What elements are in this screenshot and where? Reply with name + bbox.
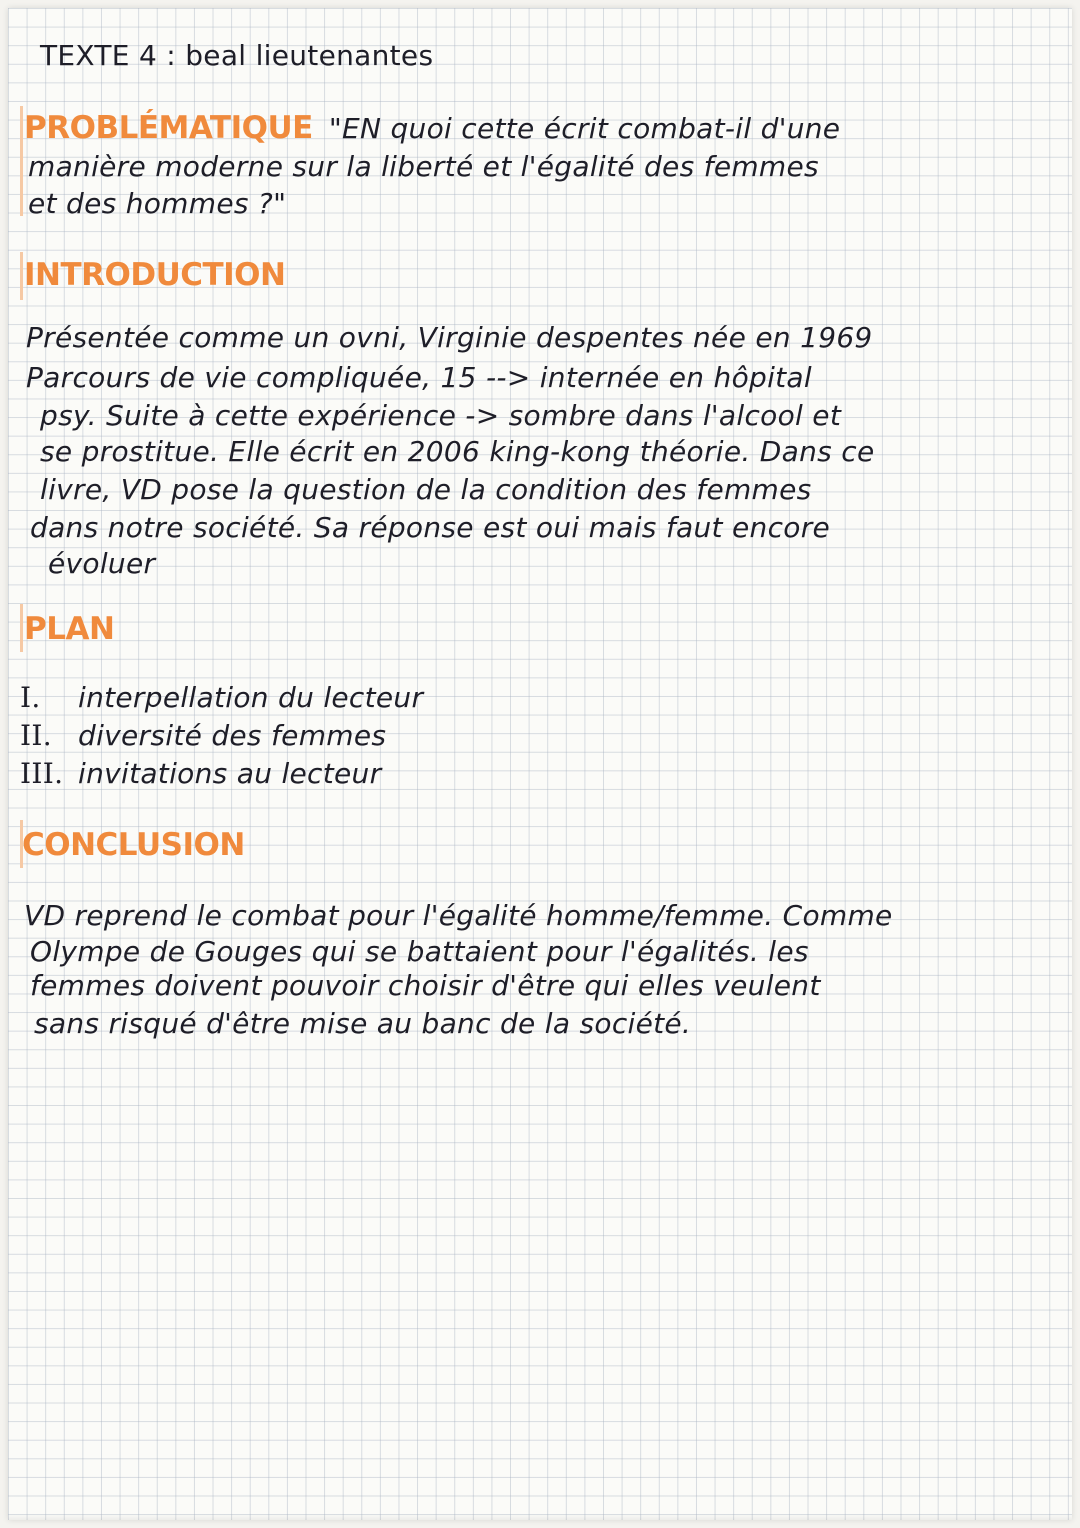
conclusion-heading: CONCLUSION xyxy=(22,827,245,863)
plan-marker xyxy=(20,604,23,652)
conclusion-line-4: sans risqué d'être mise au banc de la société. xyxy=(34,1007,692,1040)
introduction-heading: INTRODUCTION xyxy=(24,257,286,293)
introduction-line-5: livre, VD pose la question de la condition des femmes xyxy=(40,473,812,506)
problematique-text-1: "EN quoi cette écrit combat-il d'une xyxy=(328,112,841,145)
introduction-line-7: évoluer xyxy=(48,547,156,580)
plan-text-2: diversité des femmes xyxy=(78,719,387,752)
conclusion-line-1: VD reprend le combat pour l'égalité homme/femme. Comme xyxy=(24,899,893,932)
introduction-line-3: psy. Suite à cette expérience -> sombre dans l'alcool et xyxy=(40,399,842,432)
plan-item-3 xyxy=(20,756,381,792)
page-title: TEXTE 4 : beal lieutenantes xyxy=(40,39,434,72)
introduction-line-2: Parcours de vie compliquée, 15 --> internée en hôpital xyxy=(26,361,812,394)
problematique-marker xyxy=(20,106,23,216)
problematique-line-1 xyxy=(24,110,840,147)
notebook-page xyxy=(8,8,1072,1520)
introduction-line-1: Présentée comme un ovni, Virginie despentes née en 1969 xyxy=(26,321,873,354)
plan-numeral-2: II. xyxy=(20,719,52,752)
conclusion-line-3: femmes doivent pouvoir choisir d'être qui elles veulent xyxy=(30,969,821,1002)
introduction-line-4: se prostitue. Elle écrit en 2006 king-kong théorie. Dans ce xyxy=(40,435,875,468)
plan-numeral-1: I. xyxy=(20,681,41,714)
plan-text-3: invitations au lecteur xyxy=(78,757,382,790)
plan-item-1 xyxy=(20,680,423,716)
conclusion-line-2: Olympe de Gouges qui se battaient pour l'égalités. les xyxy=(30,935,809,968)
plan-text-1: interpellation du lecteur xyxy=(78,681,424,714)
plan-numeral-3: III. xyxy=(20,757,64,790)
problematique-line-3: et des hommes ?" xyxy=(28,187,287,220)
plan-heading: PLAN xyxy=(24,611,115,647)
problematique-line-2: manière moderne sur la liberté et l'égalité des femmes xyxy=(28,150,819,183)
introduction-marker xyxy=(20,252,23,300)
problematique-heading: PROBLÉMATIQUE xyxy=(24,110,313,146)
introduction-line-6: dans notre société. Sa réponse est oui mais faut encore xyxy=(30,511,831,544)
plan-item-2 xyxy=(20,718,386,754)
page-edge-shadow xyxy=(8,1514,1072,1520)
